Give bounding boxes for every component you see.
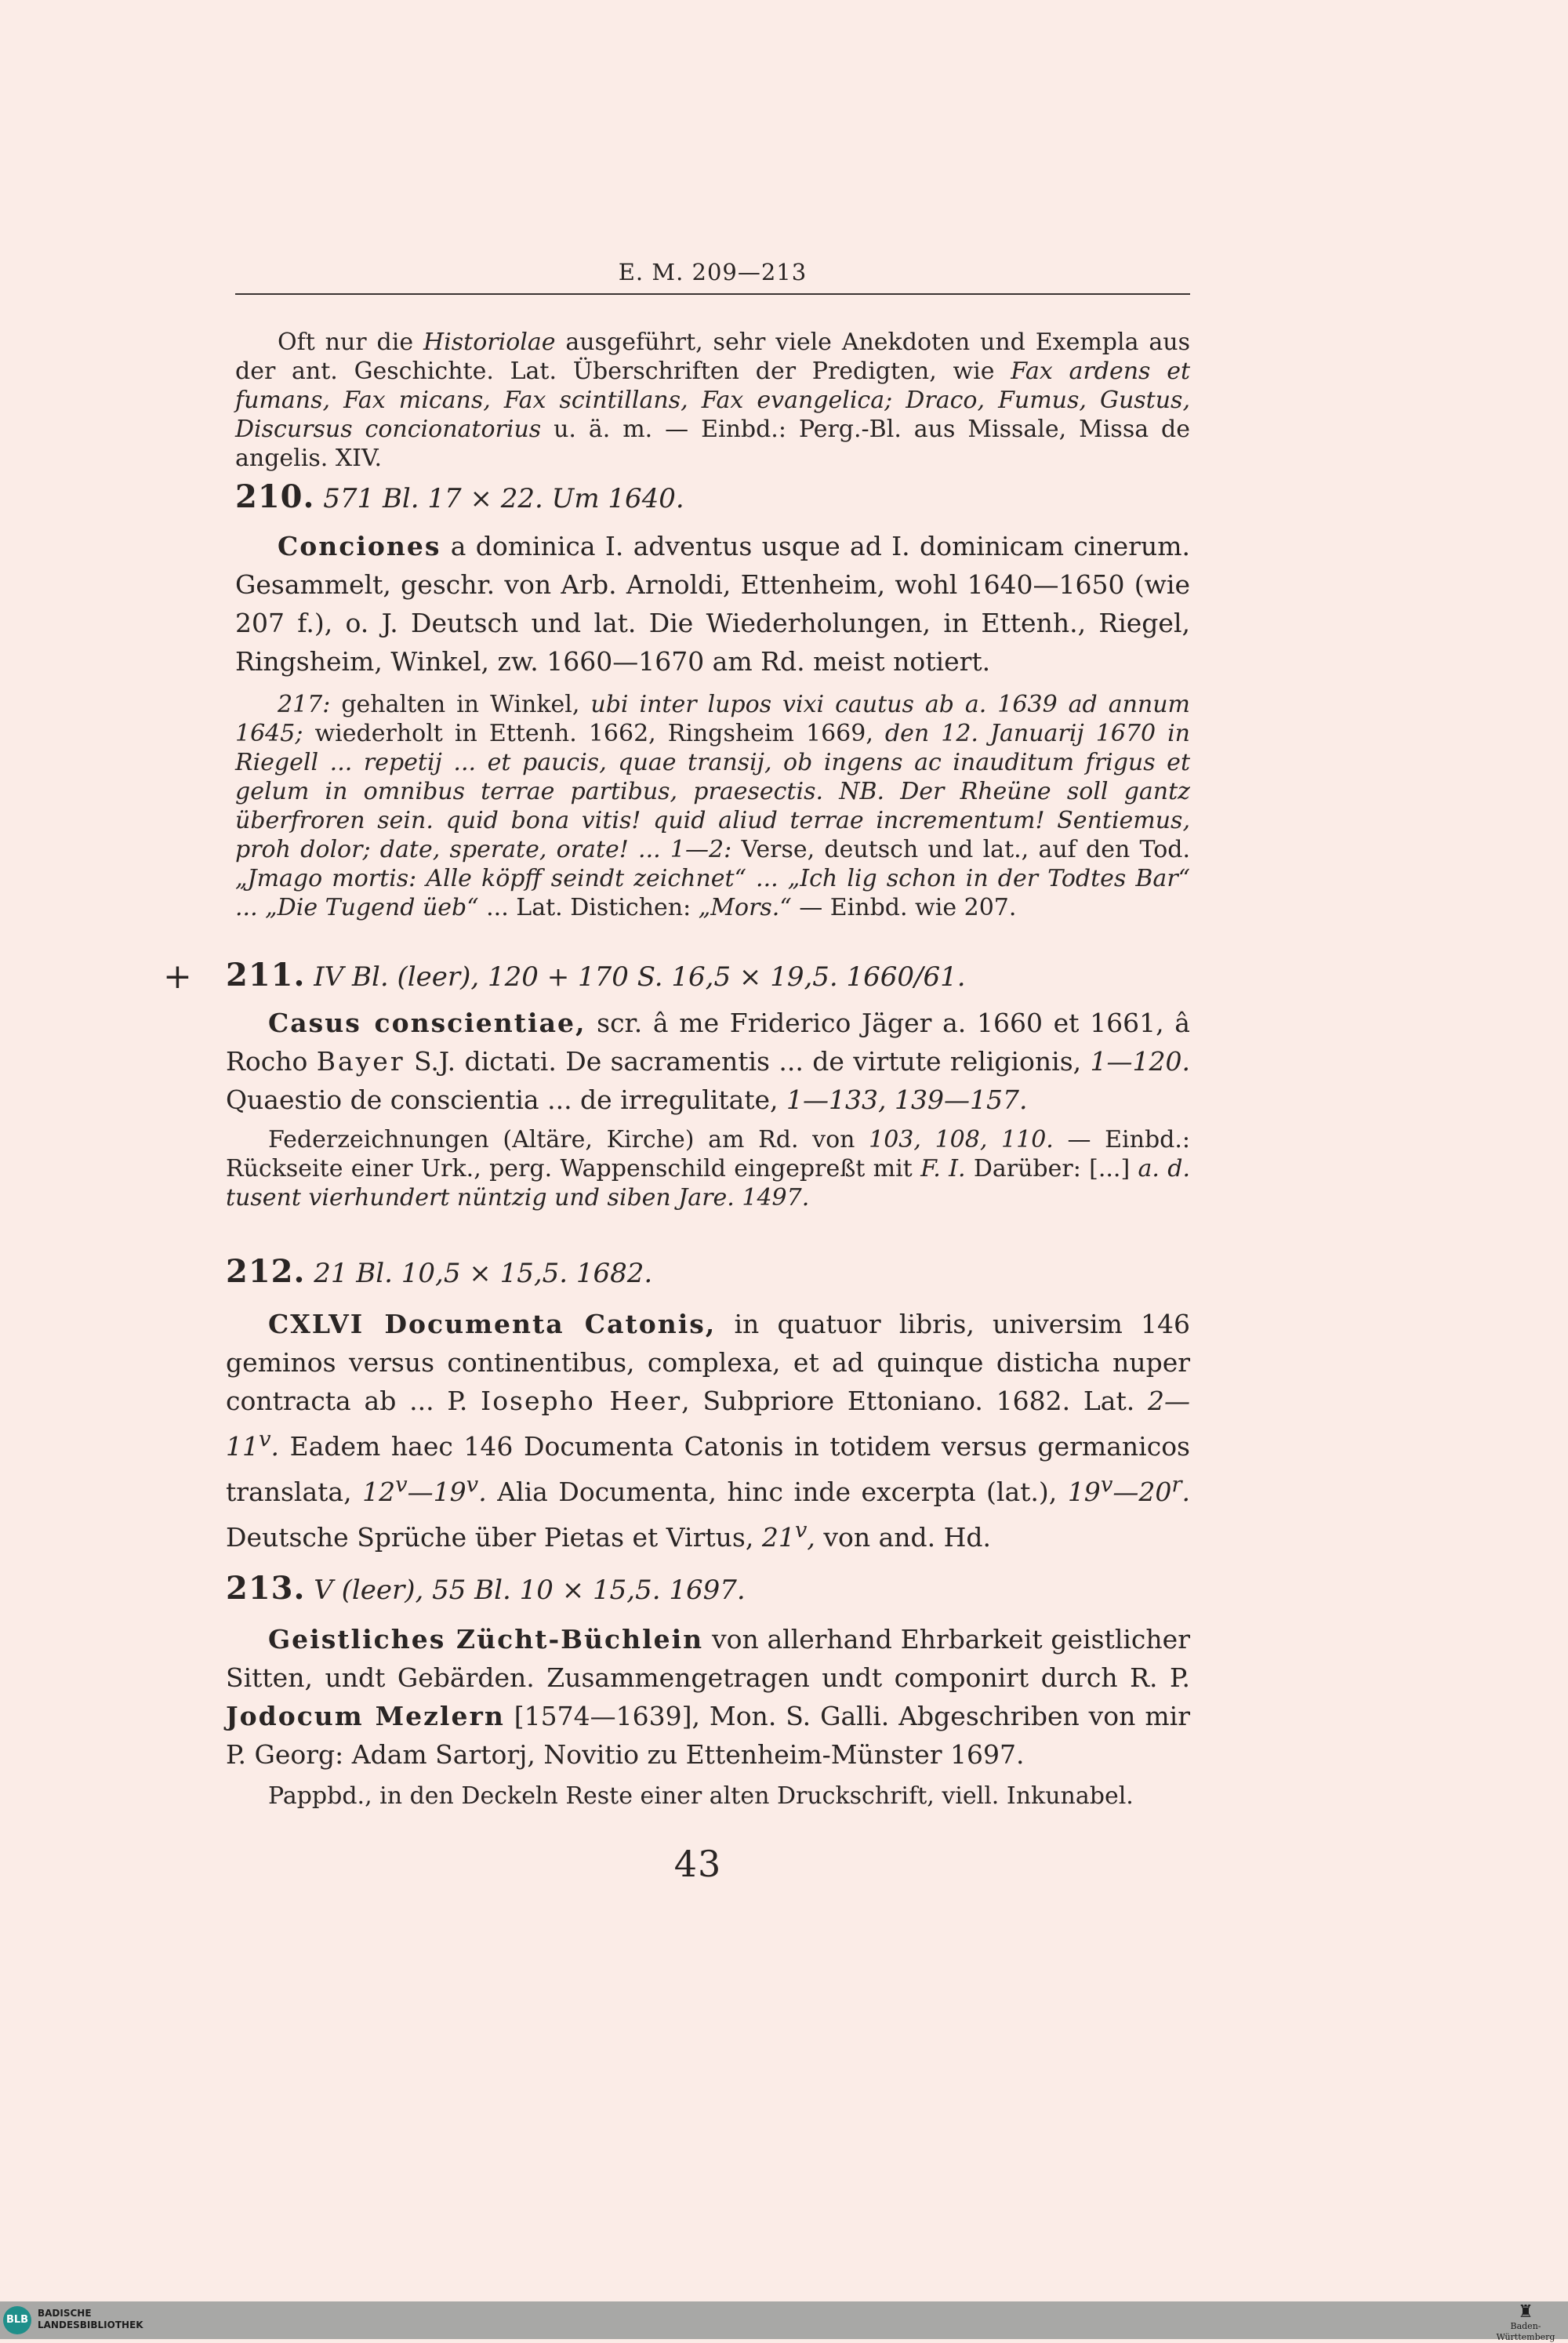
- entry-heading: [226, 1571, 1190, 1607]
- entry-number: 213.: [226, 1570, 306, 1607]
- entry-heading: [235, 480, 1190, 516]
- running-head: E. M. 209—213: [618, 259, 808, 285]
- entry-meta: IV Bl. (leer), 120 + 170 S. 16,5 × 19,5. 1660/61.: [314, 961, 966, 993]
- continuation-paragraph: Oft nur die Historiolae ausgeführt, sehr viele Anekdoten und Exempla aus der ant. Geschichte. Lat. Überschriften der Predigten, wie Fax ardens et fumans, Fax micans, Fax scintillans, Fax evangelica; Draco, Fumus, Gustus, Discursus concionatorius u. ä. m. — Einbd.: Perg.-Bl. aus Missale, Missa de angelis. XIV.: [235, 329, 1190, 472]
- state-label: Baden-Württemberg: [1496, 2321, 1555, 2342]
- footer-bar: [0, 2301, 1568, 2339]
- entry-description: von allerhand Ehrbarkeit geistlicher Sitten, undt Gebärden. Zusammengetragen undt componirt durch R. P. Jodocum Mezlern [1574—1639], Mon. S. Galli. Abgeschriben von mir P. Georg: Adam Sartorj, Novitio zu Ettenheim-Münster 1697.: [226, 1624, 1190, 1770]
- state-logo: [1494, 2304, 1557, 2343]
- entry-body: [226, 1004, 1190, 1119]
- entry-211: [226, 958, 1190, 1212]
- entry-note: [235, 690, 1190, 922]
- entry-meta: 571 Bl. 17 × 22. Um 1640.: [323, 483, 684, 514]
- entry-title: Geistliches Zücht-Büchlein: [268, 1624, 704, 1655]
- entry-description: scr. â me Friderico Jäger a. 1660 et 1661, â Rocho Bayer S.J. dictati. De sacramentis ... de virtute religionis, 1—120. Quaestio de conscientia ... de irregulitate, 1—133, 139—157.: [226, 1008, 1190, 1115]
- library-name: [38, 2308, 143, 2331]
- entry-description: a dominica I. adventus usque ad I. dominicam cinerum. Gesammelt, geschr. von Arb. Arnoldi, Ettenheim, wohl 1640—1650 (wie 207 f.), o. J. Deutsch und lat. Die Wiederholungen, in Ettenh., Riegel, Ringsheim, Winkel, zw. 1660—1670 am Rd. meist notiert.: [235, 531, 1190, 677]
- entry-title: Casus conscientiae,: [268, 1008, 586, 1038]
- entry-213: [226, 1571, 1190, 1811]
- entry-meta: V (leer), 55 Bl. 10 × 15,5. 1697.: [314, 1575, 746, 1606]
- entry-note-text: Pappbd., in den Deckeln Reste einer alten Druckschrift, viell. Inkunabel.: [268, 1782, 1134, 1810]
- library-logo-icon: BLB: [3, 2306, 31, 2334]
- library-name-line2: LANDESBIBLIOTHEK: [38, 2319, 143, 2330]
- entry-note-text: Federzeichnungen (Altäre, Kirche) am Rd. von 103, 108, 110. — Einbd.: Rückseite einer Urk., perg. Wappenschild eingepreßt mit F. I. Darüber: [...] a. d. tusent vierhundert nüntzig und siben Jare. 1497.: [226, 1126, 1190, 1211]
- entry-note: [226, 1782, 1190, 1811]
- continuation-text: [235, 328, 1190, 473]
- entry-meta: 21 Bl. 10,5 × 15,5. 1682.: [314, 1258, 653, 1289]
- entry-heading: [226, 1255, 1190, 1291]
- plus-marker: +: [163, 957, 192, 997]
- entry-title: Conciones: [278, 531, 441, 561]
- entry-body: [226, 1620, 1190, 1774]
- entry-note-text: 217: gehalten in Winkel, ubi inter lupos vixi cautus ab a. 1639 ad annum 1645; wiederholt in Ettenh. 1662, Ringsheim 1669, den 12. Januarij 1670 in Riegell ... repetij ... et paucis, quae transij, ob ingens ac inauditum frigus et gelum in omnibus terrae partibus, praesectis. NB. Der Rheüne soll gantz überfroren sein. quid bona vitis! quid aliud terrae incrementum! Sentiemus, proh dolor; date, sperate, orate! ... 1—2: Verse, deutsch und lat., auf den Tod. „Jmago mortis: Alle köpff seindt zeichnet“ ... „Ich lig schon in der Todtes Bar“ ... „Die Tugend üeb“ ... Lat. Distichen: „Mors.“ — Einbd. wie 207.: [235, 691, 1191, 921]
- entry-note: [226, 1125, 1190, 1212]
- entry-heading: [226, 958, 1190, 994]
- entry-212: [226, 1255, 1190, 1557]
- entry-number: 210.: [235, 478, 315, 515]
- entry-number: 211.: [226, 957, 306, 994]
- page-number: 43: [673, 1843, 722, 1885]
- library-name-line1: BADISCHE: [38, 2308, 92, 2319]
- entry-body: [235, 527, 1190, 681]
- entry-210: [235, 480, 1190, 922]
- entry-description: in quatuor libris, universim 146 geminos versus continentibus, complexa, et ad quinque disticha nuper contracta ab ... P. Iosepho Heer, Subpriore Ettoniano. 1682. Lat. 2—11$^v$. Eadem haec 146 Documenta Catonis in totidem versus germanicos translata, 12$^v$—19$^v$. Alia Documenta, hinc inde excerpta (lat.), 19$^v$—20$^r$. Deutsche Sprüche über Pietas et Virtus, 21$^v$, von and. Hd.: [226, 1309, 1191, 1553]
- entry-number: 212.: [226, 1253, 306, 1290]
- entry-title: CXLVI Documenta Catonis,: [268, 1309, 717, 1339]
- entry-body: [226, 1305, 1190, 1557]
- state-crest-icon: ♜: [1518, 2302, 1534, 2322]
- header-rule: [235, 293, 1190, 295]
